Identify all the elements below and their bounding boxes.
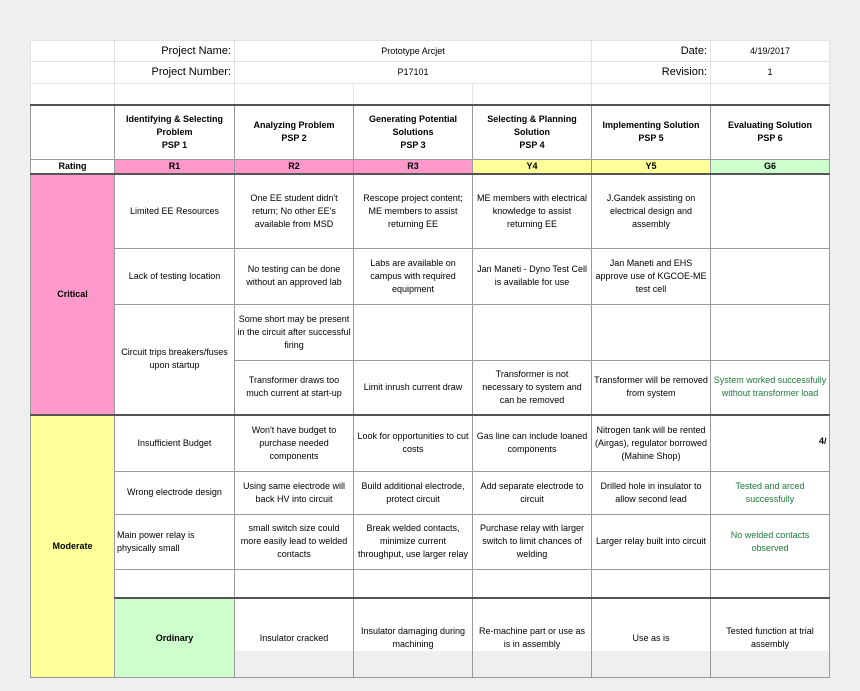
- table-cell: Build additional electrode, protect circuit: [354, 471, 473, 514]
- table-cell: Rescope project content; ME members to assist returning EE: [354, 174, 473, 248]
- project-number-label: Project Number:: [115, 62, 235, 84]
- category-moderate: Moderate: [31, 415, 115, 678]
- table-cell: Jan Maneti - Dyno Test Cell is available for use: [473, 248, 592, 304]
- table-cell: Jan Maneti and EHS approve use of KGCOE-ME test cell: [592, 248, 711, 304]
- table-cell: J.Gandek assisting on electrical design and assembly: [592, 174, 711, 248]
- table-cell: Transformer draws too much current at start-up: [235, 360, 354, 415]
- table-cell: System worked successfully without transformer load: [711, 360, 830, 415]
- table-cell: Tested function at trial assembly: [711, 598, 830, 678]
- phase-header-5: Implementing Solution PSP 5: [592, 105, 711, 160]
- phase-header-6: Evaluating Solution PSP 6: [711, 105, 830, 160]
- rating-y4: Y4: [473, 160, 592, 175]
- table-cell: Re-machine part or use as is in assembly: [473, 598, 592, 678]
- date-value[interactable]: 4/19/2017: [711, 41, 830, 62]
- rating-label: Rating: [31, 160, 115, 175]
- revision-value[interactable]: 1: [711, 62, 830, 84]
- project-number-value[interactable]: P17101: [235, 62, 592, 84]
- table-cell: [592, 304, 711, 360]
- overflow-text: 4/: [819, 436, 827, 446]
- table-cell: No welded contacts observed: [711, 514, 830, 569]
- table-cell: Labs are available on campus with required equipment: [354, 248, 473, 304]
- rating-r3: R3: [354, 160, 473, 175]
- category-ordinary: Ordinary: [115, 598, 235, 678]
- project-name-label: Project Name:: [115, 41, 235, 62]
- rating-g6: G6: [711, 160, 830, 175]
- table-cell: One EE student didn't return; No other EE's available from MSD: [235, 174, 354, 248]
- revision-label: Revision:: [592, 62, 711, 84]
- date-label: Date:: [592, 41, 711, 62]
- table-cell: Purchase relay with larger switch to limit chances of welding: [473, 514, 592, 569]
- phase-header-3: Generating Potential Solutions PSP 3: [354, 105, 473, 160]
- table-cell: [711, 304, 830, 360]
- spreadsheet: [30, 40, 829, 651]
- table-cell: Insulator cracked: [235, 598, 354, 678]
- table-cell: Drilled hole in insulator to allow second lead: [592, 471, 711, 514]
- table-cell: Limited EE Resources: [115, 174, 235, 248]
- table-cell: Circuit trips breakers/fuses upon startup: [115, 304, 235, 415]
- phase-header-2: Analyzing Problem PSP 2: [235, 105, 354, 160]
- problem-solving-table: [30, 40, 830, 678]
- table-cell: Transformer is not necessary to system and can be removed: [473, 360, 592, 415]
- table-cell: [711, 248, 830, 304]
- corner-cell: [31, 105, 115, 160]
- phase-header-4: Selecting & Planning Solution PSP 4: [473, 105, 592, 160]
- table-cell: No testing can be done without an approved lab: [235, 248, 354, 304]
- rating-r1: R1: [115, 160, 235, 175]
- rating-r2: R2: [235, 160, 354, 175]
- table-cell: Add separate electrode to circuit: [473, 471, 592, 514]
- blank-cell: [31, 41, 115, 62]
- table-cell: Nitrogen tank will be rented (Airgas), regulator borrowed (Mahine Shop): [592, 415, 711, 471]
- phase-header-1: Identifying & Selecting Problem PSP 1: [115, 105, 235, 160]
- table-cell: Transformer will be removed from system: [592, 360, 711, 415]
- table-cell: Lack of testing location: [115, 248, 235, 304]
- table-cell: Gas line can include loaned components: [473, 415, 592, 471]
- table-cell: [711, 415, 830, 471]
- blank-cell: [31, 62, 115, 84]
- table-cell: small switch size could more easily lead to welded contacts: [235, 514, 354, 569]
- table-cell: Tested and arced successfully: [711, 471, 830, 514]
- rating-y5: Y5: [592, 160, 711, 175]
- project-name-value[interactable]: Prototype Arcjet: [235, 41, 592, 62]
- table-cell: Insufficient Budget: [115, 415, 235, 471]
- table-cell: [473, 304, 592, 360]
- table-cell: Insulator damaging during machining: [354, 598, 473, 678]
- table-cell: Limit inrush current draw: [354, 360, 473, 415]
- table-cell: Some short may be present in the circuit after successful firing: [235, 304, 354, 360]
- table-cell: ME members with electrical knowledge to assist returning EE: [473, 174, 592, 248]
- table-cell: Won't have budget to purchase needed components: [235, 415, 354, 471]
- table-cell: Break welded contacts, minimize current throughput, use larger relay: [354, 514, 473, 569]
- table-cell: Wrong electrode design: [115, 471, 235, 514]
- table-cell: [354, 304, 473, 360]
- table-cell: Main power relay is physically small: [115, 514, 235, 569]
- table-cell: Use as is: [592, 598, 711, 678]
- table-cell: Larger relay built into circuit: [592, 514, 711, 569]
- category-critical: Critical: [31, 174, 115, 415]
- table-cell: Look for opportunities to cut costs: [354, 415, 473, 471]
- table-cell: [711, 174, 830, 248]
- table-cell: Using same electrode will back HV into circuit: [235, 471, 354, 514]
